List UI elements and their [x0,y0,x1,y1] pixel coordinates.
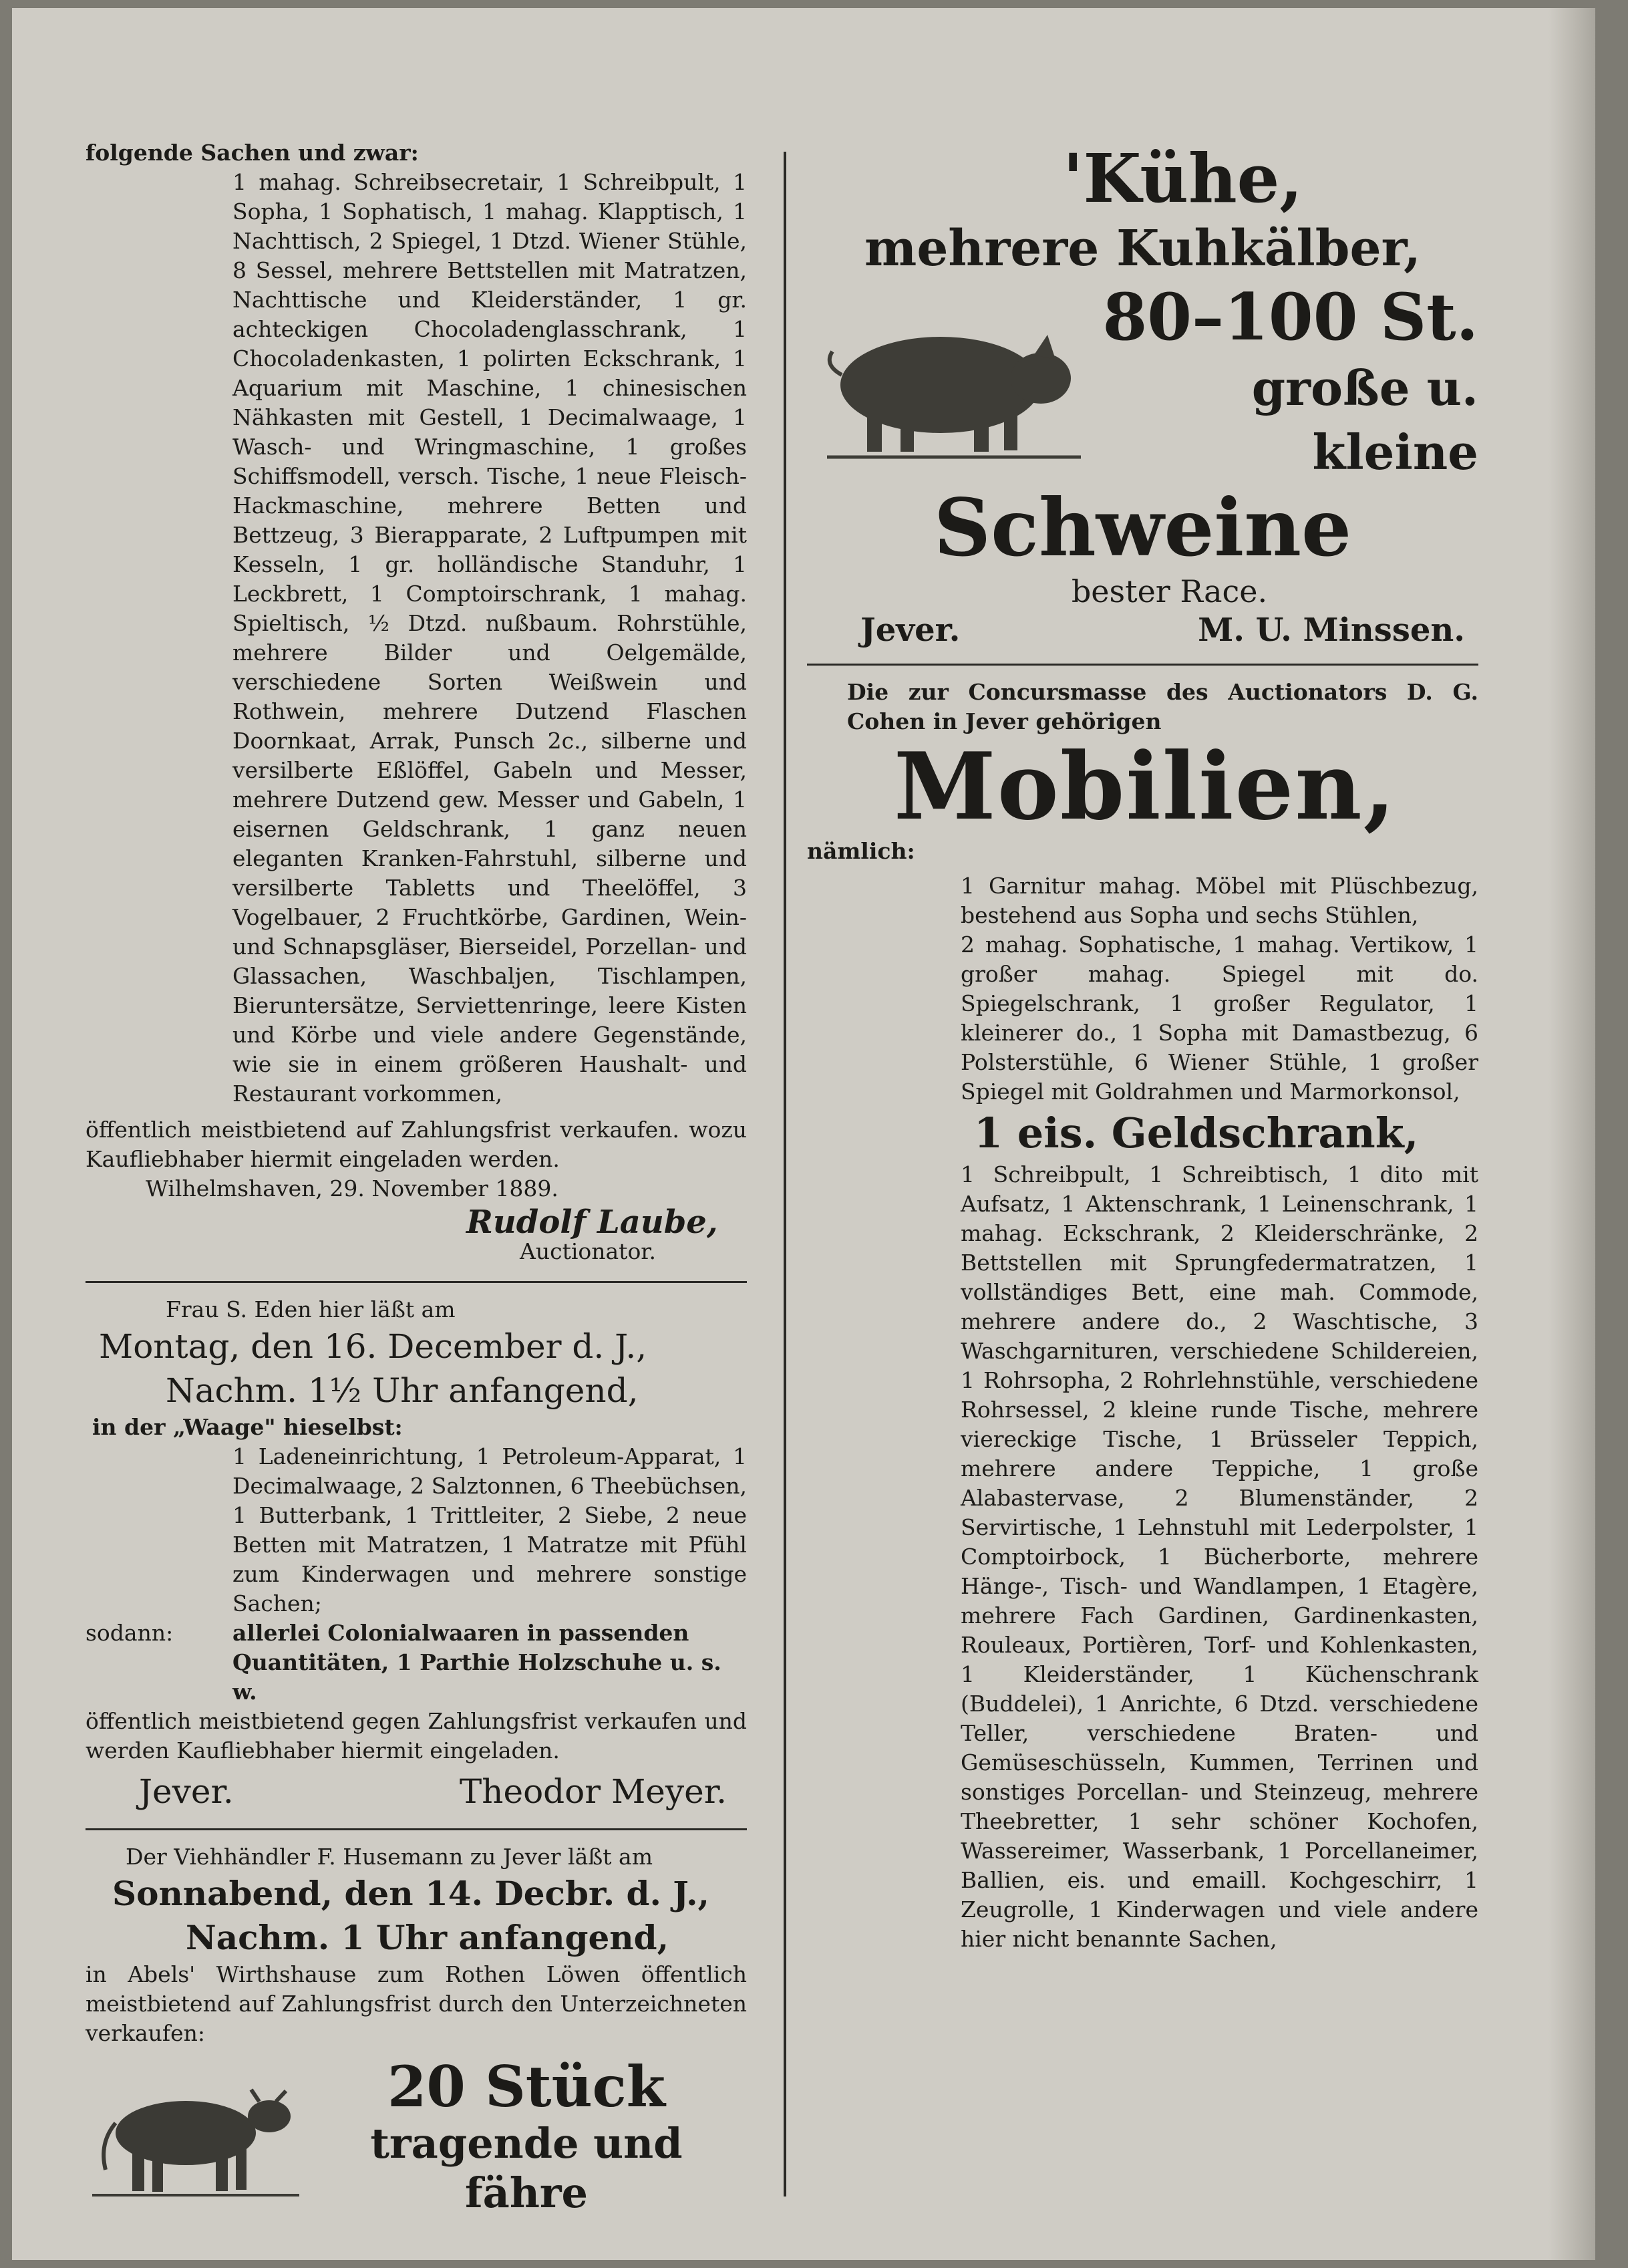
ad-cohen [807,678,1478,1954]
ad-minssen-line4: große u. kleine [1251,360,1478,480]
divider-rule [86,1281,747,1283]
ad-husemann-bottom [86,2055,747,2218]
column-divider [784,152,786,2196]
ad-laube-signer-title: Auctionator. [520,1238,656,1264]
ad-cohen-list2: 2 mahag. Sophatische, 1 mahag. Vertikow, 1 großer mahag. Spiegel mit do. Spiegelschrank, 1 großer Regulator, 1 kleinerer do., 1 Sopha mit Damastbezug, 6 Polsterstühle, 6 Wiener Stühle, 1 großer Spiegel mit Goldrahmen und Marmorkonsol, [961,932,1478,1105]
ad-minssen-right-text [1088,279,1478,484]
ad-cohen-naemlich: nämlich: [807,838,915,864]
ad-husemann-date: Sonnabend, den 14. Decbr. d. J., [112,1874,709,1913]
ad-eden-time: Nachm. 1½ Uhr anfangend, [166,1371,639,1410]
ad-laube [86,138,747,1266]
ad-husemann-intro: Der Viehhändler F. Husemann zu Jever läßt am [126,1844,653,1870]
ad-laube-date: Wilhelmshaven, 29. November 1889. [146,1175,558,1201]
ad-eden-date: Montag, den 16. December d. J., [99,1327,647,1366]
ad-eden-signature [86,1765,747,1814]
ad-eden-sodann-text: allerlei Colonialwaaren in passenden Quantitäten, 1 Parthie Holzschuhe u. s. w. [232,1620,721,1705]
ad-minssen-title: 'Kühe, [1062,139,1303,218]
ad-minssen-middle [807,279,1478,484]
ad-cohen-intro: Die zur Concursmasse des Auctionators D. G. Cohen in Jever gehörigen [847,679,1478,734]
ad-eden-list: 1 Ladeneinrichtung, 1 Petroleum-Apparat, 1 Decimalwaage, 2 Salztonnen, 6 Theebüchsen, 1 Butterbank, 1 Trittleiter, 2 Siebe, 2 neue Betten mit Matratzen, 1 Matratze mit Pfühl zum Kinderwagen und mehrere sonstige Sachen; [232,1443,747,1616]
page-edge [1549,8,1595,2260]
ad-eden-closing: öffentlich meistbietend gegen Zahlungsfrist verkaufen und werden Kaufliebhaber hiermit eingeladen. [86,1708,747,1763]
divider-rule [807,664,1478,666]
ad-husemann [86,1842,747,2218]
ad-cohen-list1: 1 Garnitur mahag. Möbel mit Plüschbezug, bestehend aus Sopha und sechs Stühlen, [961,873,1478,928]
ad-minssen-count: 80–100 St. [1102,279,1478,355]
ad-minssen-signer: M. U. Minssen. [1198,611,1465,649]
ad-eden-signer: Theodor Meyer. [459,1772,727,1811]
divider-rule [86,1828,747,1830]
ad-minssen-place: Jever. [860,611,961,649]
cow-illustration [86,2070,306,2203]
ad-laube-closing: öffentlich meistbietend auf Zahlungsfrist verkaufen. wozu Kaufliebhaber hiermit eingeladen werden. [86,1117,747,1172]
ad-cohen-title: Mobilien, [894,732,1397,841]
ad-cohen-list3: 1 Schreibpult, 1 Schreibtisch, 1 dito mit Aufsatz, 1 Aktenschrank, 1 Leinenschrank, 1 mahag. Eckschrank, 2 Kleiderschränke, 2 Bettstellen mit Sprungfedermatratzen, 1 vollständiges Bett, eine mah. Commode, mehrere andere do., 2 Waschtische, 3 Waschgarnituren, verschiedene Schildereien, 1 Rohrsopha, 2 Rohrlehnstühle, verschiedene Rohrsessel, 2 kleine runde Tische, mehrere viereckige Tische, 1 Brüsseler Teppich, mehrere andere Teppiche, 1 große Alabastervase, 2 Blumenständer, 2 Servirtische, 1 Lehnstuhl mit Lederpolster, 1 Comptoirbock, 1 Bücherborte, mehrere Hänge-, Tisch- und Wandlampen, 1 Etagère, mehrere Fach Gardinen, Gardinenkasten, Rouleaux, Portièren, Torf- und Kohlenkasten, 1 Kleiderständer, 1 Küchenschrank (Buddelei), 1 Anrichte, 6 Dtzd. verschiedene Teller, verschiedene Braten- und Gemüseschüsseln, Kummen, Terrinen und sonstiges Porcellan- und Steinzeug, mehrere Theebretter, 1 sehr schöner Kochofen, Wassereimer, Wasserbank, 1 Porcellaneimer, Ballien, eis. und emaill. Kochgeschirr, 1 Zeugrolle, 1 Kinderwagen und viele andere hier nicht benannte Sachen, [961,1161,1478,1952]
ad-laube-signer: Rudolf Laube, [466,1203,718,1241]
ad-eden-place: in der „Waage" hieselbst: [92,1414,403,1440]
ad-husemann-offer [306,2055,747,2218]
ad-eden-sodann [86,1618,747,1707]
ad-husemann-count: 20 Stück [387,2053,666,2120]
pig-illustration [807,298,1088,465]
ad-eden-place-sig: Jever. [139,1772,234,1811]
newspaper-page [12,8,1595,2260]
ad-eden [86,1295,747,1814]
ad-eden-intro: Frau S. Eden hier läßt am [166,1296,456,1322]
right-column [807,138,1478,1954]
ad-cohen-heading: 1 eis. Geldschrank, [974,1109,1419,1157]
ad-husemann-time: Nachm. 1 Uhr anfangend, [186,1918,669,1957]
ad-husemann-desc: tragende und fähre [370,2119,683,2217]
ad-husemann-text: in Abels' Wirthshause zum Rothen Löwen öffentlich meistbietend auf Zahlungsfrist durch den Unterzeichneten verkaufen: [86,1961,747,2046]
ad-laube-intro: folgende Sachen und zwar: [86,140,419,166]
left-column [86,138,747,2218]
ad-minssen-title2: Schweine [933,481,1352,574]
ad-minssen-line6: bester Race. [1071,573,1268,609]
ad-laube-list: 1 mahag. Schreibsecretair, 1 Schreibpult, 1 Sopha, 1 Sophatisch, 1 mahag. Klapptisch, 1 Nachttisch, 2 Spiegel, 1 Dtzd. Wiener Stühle, 8 Sessel, mehrere Bettstellen mit Matratzen, Nachttische und Kleiderständer, 1 gr. achteckigen Chocoladenglasschrank, 1 Chocoladenkasten, 1 polirten Eckschrank, 1 Aquarium mit Maschine, 1 chinesischen Nähkasten mit Gestell, 1 Decimalwaage, 1 Wasch- und Wringmaschine, 1 großes Schiffsmodell, versch. Tische, 1 neue Fleisch-Hackmaschine, mehrere Betten und Bettzeug, 3 Bierapparate, 2 Luftpumpen mit Kesseln, 1 gr. holländische Standuhr, 1 Leckbrett, 1 Comptoirschrank, 1 mahag. Spieltisch, ½ Dtzd. nußbaum. Rohrstühle, mehrere Bilder und Oelgemälde, verschiedene Sorten Weißwein und Rothwein, mehrere Dutzend Flaschen Doornkaat, Arrak, Punsch 2c., silberne und versilberte Eßlöffel, Gabeln und Messer, mehrere Dutzend gew. Messer und Gabeln, 1 eisernen Geldschrank, 1 ganz neuen eleganten Kranken-Fahrstuhl, silberne und versilberte Tabletts und Theelöffel, 3 Vogelbauer, 2 Fruchtkörbe, Gardinen, Wein- und Schnapsgläser, Bierseidel, Porzellan- und Glassachen, Waschbaljen, Tischlampen, Bieruntersätze, Serviettenringe, leere Kisten und Körbe und viele andere Gegenstände, wie sie in einem größeren Haushalt- und Restaurant vorkommen, [232,169,747,1107]
ad-minssen [807,138,1478,649]
ad-minssen-line2: mehrere Kuhkälber, [864,220,1421,277]
ad-eden-sodann-label: sodann: [86,1620,174,1646]
ad-minssen-signature [807,611,1478,649]
